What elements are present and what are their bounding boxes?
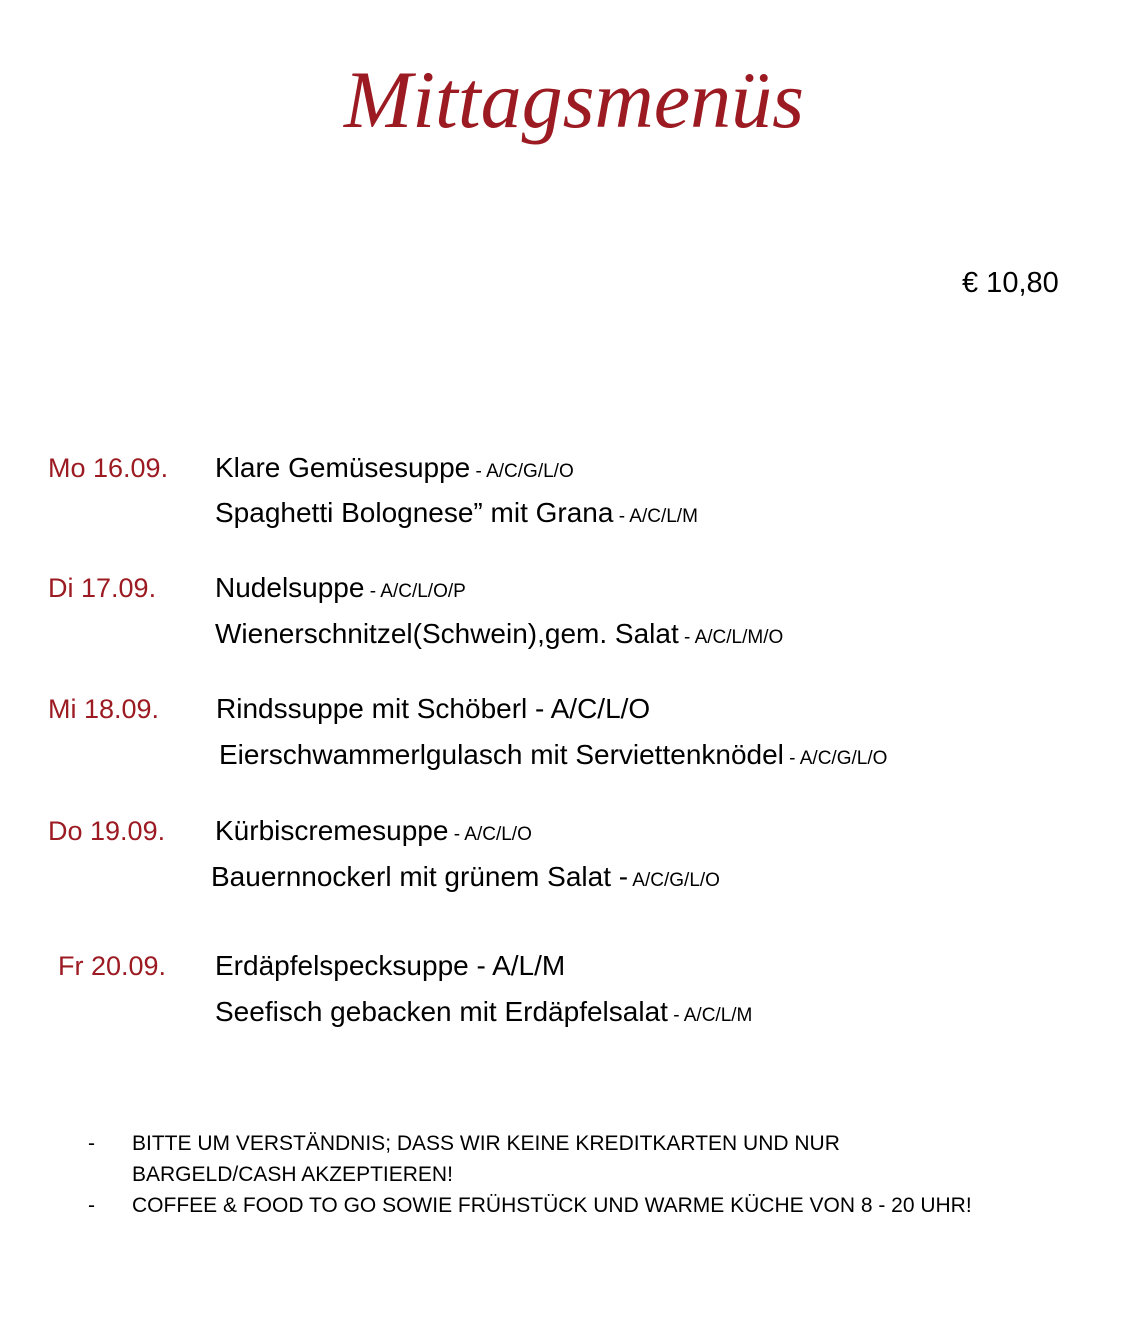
notes-list [88, 1128, 1088, 1221]
main-dish-name: Wienerschnitzel(Schwein),gem. Salat [215, 618, 679, 649]
soup-name: Kürbiscremesuppe [215, 815, 449, 846]
note-line: BARGELD/CASH AKZEPTIEREN! [132, 1163, 453, 1186]
main-dish-monday [215, 496, 698, 534]
main-dish-tuesday [215, 617, 783, 655]
menu-price: € 10,80 [962, 267, 1059, 299]
allergen-codes: - A/C/L/M [667, 1005, 753, 1026]
allergen-codes: - A/C/L/O/P [364, 581, 466, 602]
note-line: BITTE UM VERSTÄNDNIS; DASS WIR KEINE KREDITKARTEN UND NUR [132, 1132, 840, 1155]
note-dash: - [88, 1194, 95, 1217]
note-item [88, 1190, 1088, 1221]
soup-wednesday [216, 692, 650, 726]
soup-tuesday [215, 571, 466, 609]
soup-name: Rindssuppe mit Schöberl [216, 693, 528, 724]
day-label-friday: Fr 20.09. [58, 951, 167, 981]
soup-friday [215, 949, 565, 983]
main-dish-name: Seefisch gebacken mit Erdäpfelsalat [215, 996, 668, 1027]
main-dish-name: Eierschwammerlgulasch mit Serviettenknödel [219, 739, 784, 770]
soup-name: Nudelsuppe [215, 572, 365, 603]
main-dish-thursday [211, 860, 720, 898]
allergen-codes: - A/C/L/M/O [678, 627, 784, 648]
page-title: Mittagsmenüs [343, 54, 805, 145]
note-item [88, 1128, 1088, 1190]
allergen-codes: - A/L/M [468, 950, 566, 981]
main-dish-name: Spaghetti Bolognese” mit Grana [215, 497, 614, 528]
soup-monday [215, 451, 574, 489]
allergen-codes: - A/C/L/O [448, 824, 532, 845]
day-label-monday: Mo 16.09. [48, 453, 169, 483]
allergen-codes: - A/C/L/O [527, 693, 651, 724]
soup-name: Erdäpfelspecksuppe [215, 950, 469, 981]
day-label-tuesday: Di 17.09. [48, 573, 157, 603]
note-line: COFFEE & FOOD TO GO SOWIE FRÜHSTÜCK UND WARME KÜCHE VON 8 - 20 UHR! [132, 1194, 972, 1217]
note-dash: - [88, 1132, 95, 1155]
allergen-codes: - A/C/G/L/O [470, 461, 574, 482]
main-dish-friday [215, 995, 752, 1033]
allergen-codes: - A/C/L/M [613, 506, 698, 527]
allergen-codes: - A/C/G/L/O [783, 748, 888, 769]
day-label-wednesday: Mi 18.09. [48, 694, 160, 724]
day-label-thursday: Do 19.09. [48, 816, 166, 846]
main-dish-name: Bauernnockerl mit grünem Salat - [211, 861, 629, 892]
soup-thursday [215, 814, 532, 852]
soup-name: Klare Gemüsesuppe [215, 452, 471, 483]
main-dish-wednesday [219, 738, 887, 776]
allergen-codes: A/C/G/L/O [628, 870, 720, 891]
